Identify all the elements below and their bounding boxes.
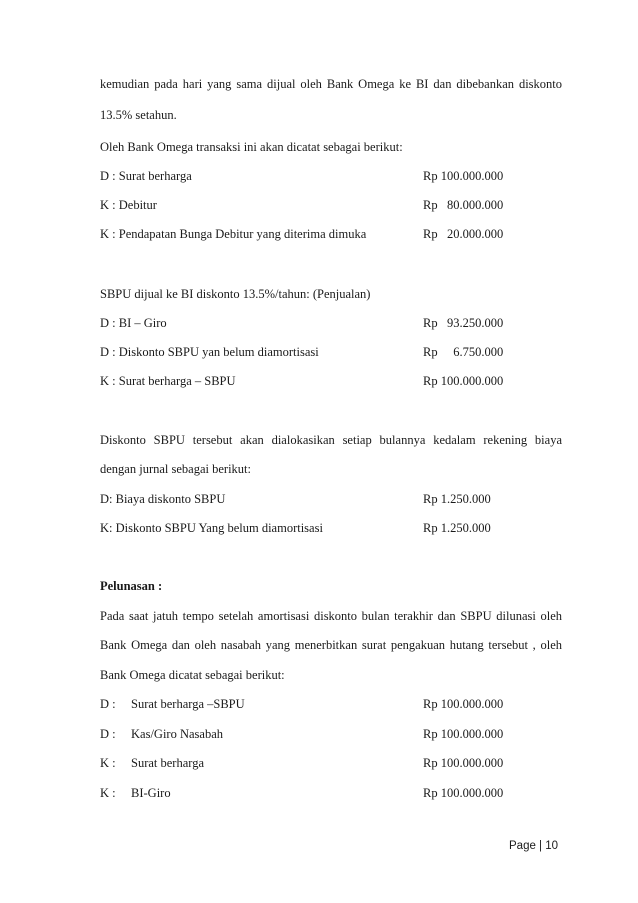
paragraph-intro-line-2: 13.5% setahun. xyxy=(100,108,177,122)
paragraph-note-2: SBPU dijual ke BI diskonto 13.5%/tahun: (Penjualan) xyxy=(100,287,371,301)
journal-account: Surat berharga xyxy=(131,756,205,770)
journal-amount: Rp 20.000.000 xyxy=(423,227,504,241)
journal-amount: Rp 80.000.000 xyxy=(423,198,504,212)
journal-account: BI-Giro xyxy=(131,786,171,800)
journal-amount: Rp 100.000.000 xyxy=(423,727,504,741)
journal-account: K : Debitur xyxy=(100,198,157,212)
paragraph-note-4-line-3: Bank Omega dicatat sebagai berikut: xyxy=(100,668,285,682)
journal-account: K: Diskonto SBPU Yang belum diamortisasi xyxy=(100,521,323,535)
journal-amount: Rp 1.250.000 xyxy=(423,492,491,506)
journal-account: K : Surat berharga – SBPU xyxy=(100,374,236,388)
journal-amount: Rp 100.000.000 xyxy=(423,374,504,388)
journal-amount: Rp 100.000.000 xyxy=(423,786,504,800)
page-number-footer: Page | 10 xyxy=(509,840,559,852)
paragraph-note-4-line-1: Pada saat jatuh tempo setelah amortisasi diskonto bulan terakhir dan SBPU dilunasi oleh xyxy=(100,609,562,623)
journal-code: D : xyxy=(100,697,116,711)
journal-code: K : xyxy=(100,756,116,770)
journal-account: K : Pendapatan Bunga Debitur yang diterima dimuka xyxy=(100,227,367,241)
journal-account: Surat berharga –SBPU xyxy=(131,697,245,711)
journal-account: D : BI – Giro xyxy=(100,316,167,330)
journal-code: K : xyxy=(100,786,116,800)
journal-amount: Rp 100.000.000 xyxy=(423,756,504,770)
journal-account: D : Diskonto SBPU yan belum diamortisasi xyxy=(100,345,319,359)
paragraph-note-1: Oleh Bank Omega transaksi ini akan dicatat sebagai berikut: xyxy=(100,140,403,154)
heading-pelunasan: Pelunasan : xyxy=(100,579,163,593)
paragraph-note-3-line-1: Diskonto SBPU tersebut akan dialokasikan setiap bulannya kedalam rekening biaya xyxy=(100,433,562,447)
journal-account: D : Surat berharga xyxy=(100,169,192,183)
paragraph-note-4-line-2: Bank Omega dan oleh nasabah yang menerbitkan surat pengakuan hutang tersebut , oleh xyxy=(100,638,562,652)
journal-amount: Rp 1.250.000 xyxy=(423,521,491,535)
journal-amount: Rp 6.750.000 xyxy=(423,345,504,359)
journal-amount: Rp 93.250.000 xyxy=(423,316,504,330)
paragraph-note-3-line-2: dengan jurnal sebagai berikut: xyxy=(100,462,251,476)
paragraph-intro-line-1: kemudian pada hari yang sama dijual oleh Bank Omega ke BI dan dibebankan diskonto xyxy=(100,77,562,91)
journal-account: D: Biaya diskonto SBPU xyxy=(100,492,226,506)
journal-amount: Rp 100.000.000 xyxy=(423,169,504,183)
journal-amount: Rp 100.000.000 xyxy=(423,697,504,711)
journal-code: D : xyxy=(100,727,116,741)
journal-account: Kas/Giro Nasabah xyxy=(131,727,223,741)
